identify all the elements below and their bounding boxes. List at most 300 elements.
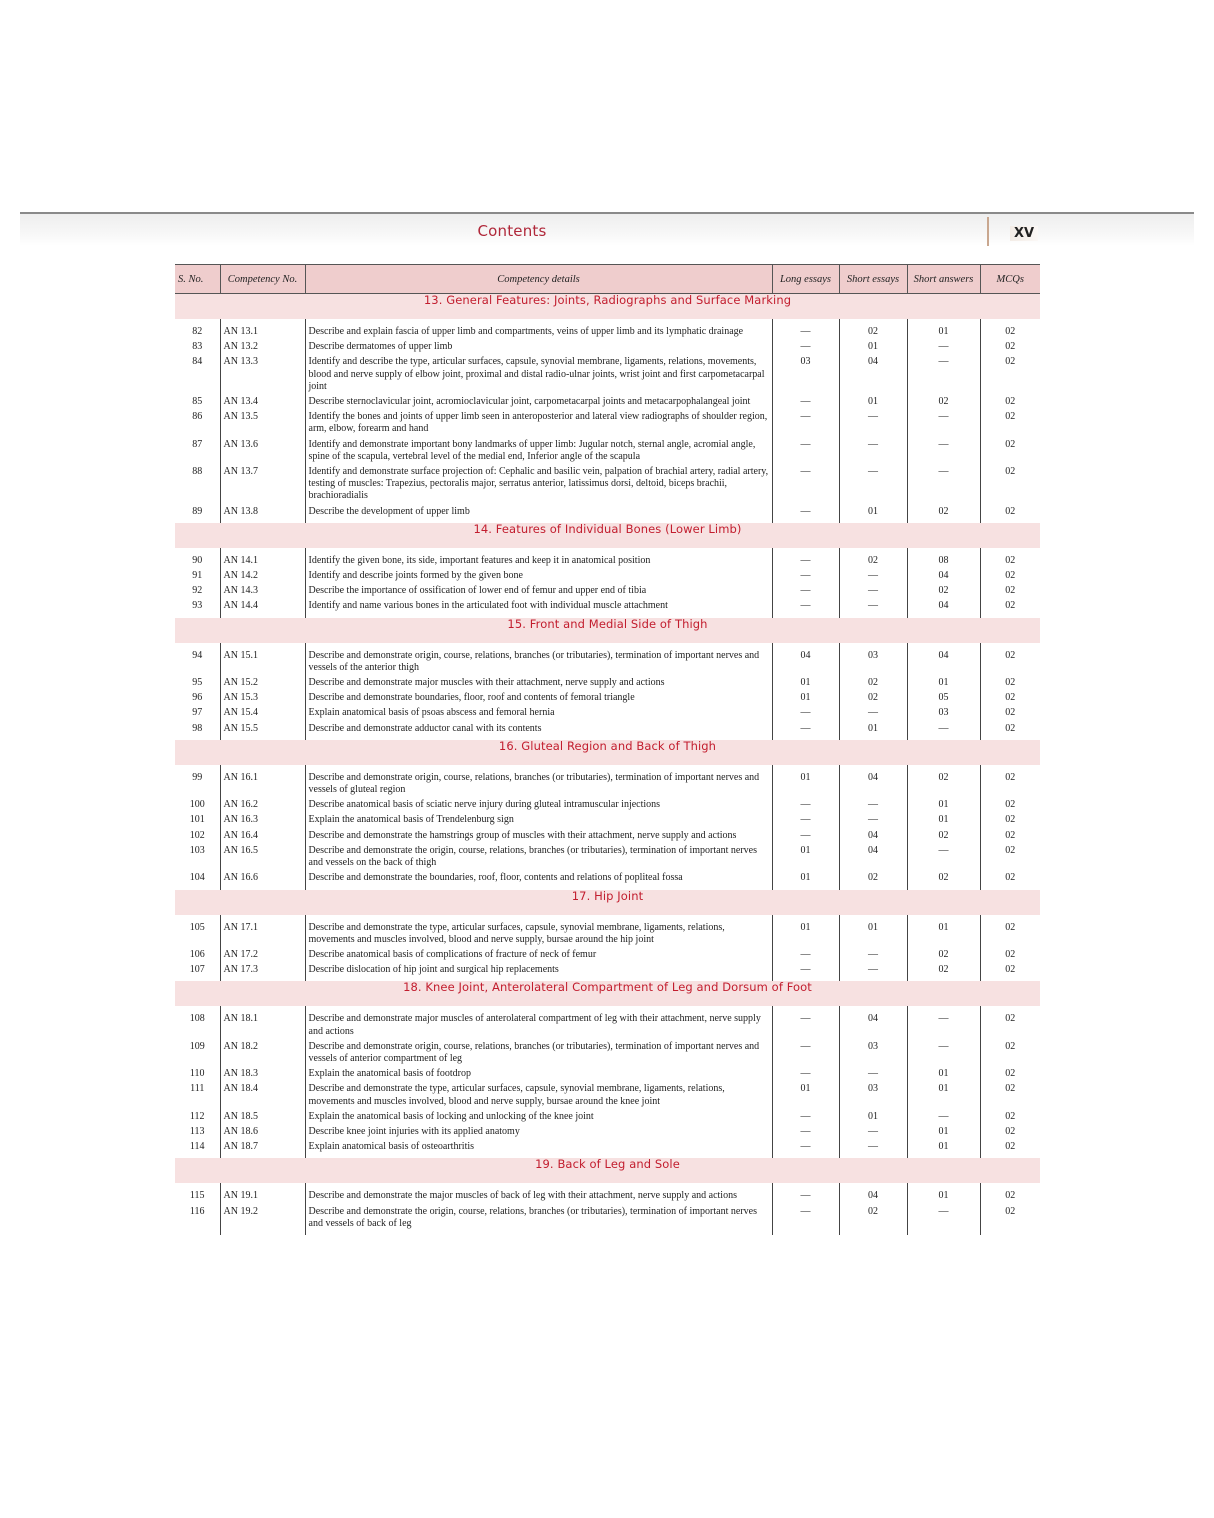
row-short-answers: 02 — [907, 584, 980, 599]
row-short-answers: — — [907, 355, 980, 395]
table-row — [175, 1082, 1040, 1109]
col-short-essays: Short essays — [839, 265, 907, 294]
row-short-answers: — — [907, 722, 980, 737]
row-short-essays: 03 — [839, 649, 907, 676]
row-short-essays: 04 — [839, 1012, 907, 1039]
row-sno: 113 — [189, 1125, 205, 1137]
row-mcqs: 02 — [980, 1110, 1040, 1125]
row-long-essays: — — [772, 410, 839, 437]
row-sno: 107 — [189, 964, 205, 976]
table-row — [175, 569, 1040, 584]
row-short-answers: 02 — [907, 395, 980, 410]
row-details: Describe and explain fascia of upper limb and compartments, veins of upper limb and its lymphatic drainage — [305, 325, 772, 340]
row-long-essays: 01 — [772, 921, 839, 948]
spacer-cell — [980, 1232, 1040, 1235]
row-long-essays: — — [772, 1012, 839, 1039]
row-short-answers: 04 — [907, 599, 980, 614]
section-title: 16. Gluteal Region and Back of Thigh — [175, 740, 1040, 765]
row-short-essays: 01 — [839, 395, 907, 410]
running-head — [20, 212, 1194, 246]
spacer-cell — [907, 1232, 980, 1235]
table-row — [175, 706, 1040, 721]
section-header-row — [175, 740, 1040, 765]
row-competency-no: AN 18.7 — [220, 1140, 305, 1155]
table-row — [175, 1189, 1040, 1204]
row-sno: 104 — [189, 872, 205, 884]
table-row — [175, 505, 1040, 520]
row-short-answers: — — [907, 438, 980, 465]
row-long-essays: 03 — [772, 355, 839, 395]
row-short-essays: — — [839, 465, 907, 505]
row-competency-no: AN 13.8 — [220, 505, 305, 520]
section-title: 17. Hip Joint — [175, 890, 1040, 915]
row-competency-no: AN 18.3 — [220, 1067, 305, 1082]
col-mcqs: MCQs — [980, 265, 1040, 294]
section-title: 14. Features of Individual Bones (Lower Limb) — [175, 523, 1040, 548]
table-row — [175, 921, 1040, 948]
row-short-answers: 05 — [907, 691, 980, 706]
row-details: Describe dermatomes of upper limb — [305, 340, 772, 355]
row-sno: 82 — [192, 326, 203, 337]
row-competency-no: AN 16.5 — [220, 844, 305, 871]
running-head-title: Contents — [477, 222, 547, 240]
row-long-essays: 04 — [772, 649, 839, 676]
row-sno: 115 — [189, 1190, 205, 1202]
table-row — [175, 676, 1040, 691]
row-details: Identify the given bone, its side, important features and keep it in anatomical position — [305, 554, 772, 569]
row-competency-no: AN 13.4 — [220, 395, 305, 410]
table-header — [175, 265, 1040, 294]
row-long-essays: — — [772, 948, 839, 963]
row-long-essays: — — [772, 1189, 839, 1204]
section-title: 19. Back of Leg and Sole — [175, 1158, 1040, 1183]
row-short-essays: 01 — [839, 340, 907, 355]
row-short-essays: — — [839, 569, 907, 584]
row-mcqs: 02 — [980, 505, 1040, 520]
row-short-answers: — — [907, 844, 980, 871]
row-short-essays: 02 — [839, 554, 907, 569]
row-competency-no: AN 13.7 — [220, 465, 305, 505]
row-mcqs: 02 — [980, 569, 1040, 584]
row-sno: 91 — [192, 570, 203, 582]
row-competency-no: AN 13.6 — [220, 438, 305, 465]
row-competency-no: AN 13.5 — [220, 410, 305, 437]
row-short-essays: 02 — [839, 1205, 907, 1232]
row-sno: 96 — [192, 692, 203, 704]
row-details: Identify and name various bones in the articulated foot with individual muscle attachment — [305, 599, 772, 614]
row-short-answers: 01 — [907, 813, 980, 828]
table-row — [175, 599, 1040, 614]
row-mcqs: 02 — [980, 706, 1040, 721]
row-short-answers: 03 — [907, 706, 980, 721]
table-row — [175, 722, 1040, 737]
section-header-row — [175, 523, 1040, 548]
row-short-answers: — — [907, 1205, 980, 1232]
row-sno: 99 — [192, 771, 203, 783]
table-row — [175, 584, 1040, 599]
row-details: Identify and demonstrate surface projection of: Cephalic and basilic vein, palpation of brachial artery, radial artery, testing of muscles: Trapezius, pectoralis major, serratus anterior, latissimus dorsi, deltoid, biceps brachii, brachioradialis — [305, 465, 772, 505]
row-mcqs: 02 — [980, 649, 1040, 676]
row-sno: 100 — [189, 799, 205, 811]
row-short-answers: — — [907, 410, 980, 437]
row-sno: 102 — [189, 829, 205, 841]
row-long-essays: — — [772, 1205, 839, 1232]
row-details: Explain the anatomical basis of locking and unlocking of the knee joint — [305, 1110, 772, 1125]
row-sno: 94 — [192, 649, 203, 661]
row-sno: 116 — [189, 1205, 205, 1217]
row-sno: 85 — [192, 396, 203, 408]
row-mcqs: 02 — [980, 1040, 1040, 1067]
row-details: Explain the anatomical basis of Trendelenburg sign — [305, 813, 772, 828]
row-mcqs: 02 — [980, 1125, 1040, 1140]
spacer-cell — [220, 1232, 305, 1235]
row-details: Describe and demonstrate origin, course, relations, branches (or tributaries), termination of important nerves and vessels of gluteal region — [305, 771, 772, 798]
row-mcqs: 02 — [980, 1189, 1040, 1204]
row-long-essays: 01 — [772, 844, 839, 871]
section-header-row — [175, 890, 1040, 915]
row-short-answers: 01 — [907, 921, 980, 948]
row-short-essays: — — [839, 584, 907, 599]
row-short-answers: — — [907, 465, 980, 505]
row-short-essays: 02 — [839, 871, 907, 886]
row-short-essays: 04 — [839, 829, 907, 844]
row-details: Explain the anatomical basis of footdrop — [305, 1067, 772, 1082]
table-row — [175, 1205, 1040, 1232]
col-competency-no: Competency No. — [220, 265, 305, 294]
section-spacer — [175, 1232, 1040, 1235]
row-short-essays: — — [839, 1125, 907, 1140]
section-header-row — [175, 981, 1040, 1006]
row-competency-no: AN 13.2 — [220, 340, 305, 355]
row-short-answers: 02 — [907, 871, 980, 886]
row-details: Describe dislocation of hip joint and surgical hip replacements — [305, 963, 772, 978]
running-head-divider — [987, 217, 989, 246]
row-mcqs: 02 — [980, 1067, 1040, 1082]
row-mcqs: 02 — [980, 465, 1040, 505]
row-short-essays: 01 — [839, 505, 907, 520]
row-details: Describe and demonstrate the major muscles of back of leg with their attachment, nerve supply and actions — [305, 1189, 772, 1204]
section-title: 18. Knee Joint, Anterolateral Compartment of Leg and Dorsum of Foot — [175, 981, 1040, 1006]
row-long-essays: — — [772, 706, 839, 721]
row-short-essays: 04 — [839, 771, 907, 798]
table-row — [175, 395, 1040, 410]
row-short-answers: 01 — [907, 325, 980, 340]
row-long-essays: — — [772, 1110, 839, 1125]
row-mcqs: 02 — [980, 355, 1040, 395]
row-competency-no: AN 14.4 — [220, 599, 305, 614]
row-sno: 90 — [192, 554, 203, 566]
table-row — [175, 465, 1040, 505]
table-row — [175, 1067, 1040, 1082]
row-long-essays: 01 — [772, 691, 839, 706]
row-competency-no: AN 14.3 — [220, 584, 305, 599]
row-details: Describe knee joint injuries with its applied anatomy — [305, 1125, 772, 1140]
row-long-essays: — — [772, 1140, 839, 1155]
row-details: Explain anatomical basis of osteoarthritis — [305, 1140, 772, 1155]
table-row — [175, 813, 1040, 828]
row-long-essays: — — [772, 505, 839, 520]
row-competency-no: AN 14.2 — [220, 569, 305, 584]
row-mcqs: 02 — [980, 340, 1040, 355]
row-competency-no: AN 16.6 — [220, 871, 305, 886]
row-long-essays: — — [772, 584, 839, 599]
row-mcqs: 02 — [980, 599, 1040, 614]
spacer-cell — [772, 1232, 839, 1235]
row-long-essays: 01 — [772, 871, 839, 886]
table-row — [175, 438, 1040, 465]
col-sno: S. No. — [178, 273, 204, 285]
row-short-essays: — — [839, 963, 907, 978]
row-competency-no: AN 15.1 — [220, 649, 305, 676]
row-details: Describe the development of upper limb — [305, 505, 772, 520]
row-sno: 105 — [189, 921, 205, 933]
table-row — [175, 1012, 1040, 1039]
table-row — [175, 649, 1040, 676]
row-short-answers: 04 — [907, 649, 980, 676]
row-details: Identify the bones and joints of upper limb seen in anteroposterior and lateral view radiographs of shoulder region, arm, elbow, forearm and hand — [305, 410, 772, 437]
row-competency-no: AN 18.6 — [220, 1125, 305, 1140]
section-header-row — [175, 294, 1040, 320]
row-sno: 111 — [190, 1083, 205, 1095]
row-sno: 101 — [189, 814, 205, 826]
section-header-row — [175, 618, 1040, 643]
table-body — [175, 294, 1040, 1235]
row-short-essays: 03 — [839, 1082, 907, 1109]
row-details: Describe and demonstrate origin, course, relations, branches (or tributaries), termination of important nerves and vessels of the anterior thigh — [305, 649, 772, 676]
row-competency-no: AN 14.1 — [220, 554, 305, 569]
row-competency-no: AN 13.1 — [220, 325, 305, 340]
row-short-essays: 04 — [839, 1189, 907, 1204]
row-sno: 98 — [192, 722, 203, 734]
row-short-essays: — — [839, 599, 907, 614]
row-details: Describe and demonstrate major muscles with their attachment, nerve supply and actions — [305, 676, 772, 691]
row-competency-no: AN 16.4 — [220, 829, 305, 844]
row-mcqs: 02 — [980, 963, 1040, 978]
row-sno: 106 — [189, 948, 205, 960]
row-competency-no: AN 19.2 — [220, 1205, 305, 1232]
row-sno: 89 — [192, 505, 203, 517]
table-row — [175, 554, 1040, 569]
row-sno: 97 — [192, 707, 203, 719]
row-mcqs: 02 — [980, 921, 1040, 948]
table-row — [175, 963, 1040, 978]
col-competency-details: Competency details — [305, 265, 772, 294]
row-long-essays: — — [772, 395, 839, 410]
row-short-answers: — — [907, 1012, 980, 1039]
row-short-answers: 02 — [907, 771, 980, 798]
row-sno: 109 — [189, 1040, 205, 1052]
row-mcqs: 02 — [980, 410, 1040, 437]
table-row — [175, 1110, 1040, 1125]
row-mcqs: 02 — [980, 798, 1040, 813]
row-short-essays: — — [839, 798, 907, 813]
row-mcqs: 02 — [980, 1012, 1040, 1039]
row-details: Describe and demonstrate the boundaries, roof, floor, contents and relations of popliteal fossa — [305, 871, 772, 886]
row-mcqs: 02 — [980, 1082, 1040, 1109]
row-competency-no: AN 18.5 — [220, 1110, 305, 1125]
row-long-essays: — — [772, 438, 839, 465]
table-row — [175, 871, 1040, 886]
row-long-essays: — — [772, 963, 839, 978]
row-short-answers: 01 — [907, 676, 980, 691]
row-competency-no: AN 16.3 — [220, 813, 305, 828]
section-title: 13. General Features: Joints, Radiographs and Surface Marking — [175, 294, 1040, 320]
row-long-essays: 01 — [772, 1082, 839, 1109]
row-short-answers: — — [907, 1110, 980, 1125]
row-competency-no: AN 16.1 — [220, 771, 305, 798]
row-long-essays: 01 — [772, 771, 839, 798]
row-short-essays: — — [839, 813, 907, 828]
row-sno: 110 — [189, 1068, 205, 1080]
row-long-essays: — — [772, 1040, 839, 1067]
row-short-essays: — — [839, 706, 907, 721]
row-details: Identify and describe the type, articular surfaces, capsule, synovial membrane, ligaments, relations, movements, blood and nerve supply of elbow joint, proximal and distal radio-ulnar joints, wrist joint and first carpometacarpal joint — [305, 355, 772, 395]
table-row — [175, 798, 1040, 813]
page-number: XV — [1010, 226, 1038, 241]
row-sno: 114 — [189, 1141, 205, 1153]
row-mcqs: 02 — [980, 871, 1040, 886]
row-mcqs: 02 — [980, 395, 1040, 410]
row-short-answers: 01 — [907, 1125, 980, 1140]
table-row — [175, 355, 1040, 395]
row-short-essays: 01 — [839, 722, 907, 737]
row-sno: 92 — [192, 585, 203, 597]
spacer-cell — [839, 1232, 907, 1235]
row-short-answers: 08 — [907, 554, 980, 569]
row-competency-no: AN 13.3 — [220, 355, 305, 395]
row-short-answers: 01 — [907, 798, 980, 813]
row-details: Describe the importance of ossification of lower end of femur and upper end of tibia — [305, 584, 772, 599]
row-short-essays: 04 — [839, 844, 907, 871]
row-long-essays: — — [772, 1067, 839, 1082]
row-long-essays: — — [772, 340, 839, 355]
row-mcqs: 02 — [980, 813, 1040, 828]
row-details: Describe sternoclavicular joint, acromioclavicular joint, carpometacarpal joints and metacarpophalangeal joint — [305, 395, 772, 410]
row-mcqs: 02 — [980, 691, 1040, 706]
row-short-essays: 03 — [839, 1040, 907, 1067]
row-short-essays: — — [839, 948, 907, 963]
row-competency-no: AN 17.3 — [220, 963, 305, 978]
row-competency-no: AN 16.2 — [220, 798, 305, 813]
row-short-answers: 01 — [907, 1140, 980, 1155]
row-sno: 87 — [192, 438, 203, 450]
row-sno: 83 — [192, 341, 203, 353]
row-sno: 112 — [189, 1110, 205, 1122]
section-title: 15. Front and Medial Side of Thigh — [175, 618, 1040, 643]
row-details: Describe and demonstrate major muscles of anterolateral compartment of leg with their attachment, nerve supply and actions — [305, 1012, 772, 1039]
spacer-cell — [305, 1232, 772, 1235]
row-mcqs: 02 — [980, 844, 1040, 871]
row-competency-no: AN 19.1 — [220, 1189, 305, 1204]
row-long-essays: — — [772, 829, 839, 844]
row-long-essays: — — [772, 599, 839, 614]
row-short-answers: 04 — [907, 569, 980, 584]
row-competency-no: AN 17.1 — [220, 921, 305, 948]
row-competency-no: AN 15.3 — [220, 691, 305, 706]
row-competency-no: AN 15.5 — [220, 722, 305, 737]
row-details: Describe and demonstrate the hamstrings group of muscles with their attachment, nerve supply and actions — [305, 829, 772, 844]
section-header-row — [175, 1158, 1040, 1183]
row-short-essays: 02 — [839, 325, 907, 340]
row-short-essays: 01 — [839, 921, 907, 948]
row-long-essays: — — [772, 813, 839, 828]
row-short-essays: 02 — [839, 676, 907, 691]
table-row — [175, 691, 1040, 706]
row-long-essays: — — [772, 465, 839, 505]
table-row — [175, 1040, 1040, 1067]
row-mcqs: 02 — [980, 722, 1040, 737]
row-short-essays: — — [839, 438, 907, 465]
row-competency-no: AN 17.2 — [220, 948, 305, 963]
row-mcqs: 02 — [980, 771, 1040, 798]
row-details: Describe and demonstrate adductor canal with its contents — [305, 722, 772, 737]
row-competency-no: AN 15.2 — [220, 676, 305, 691]
row-short-answers: 01 — [907, 1067, 980, 1082]
row-details: Describe anatomical basis of complications of fracture of neck of femur — [305, 948, 772, 963]
table-row — [175, 340, 1040, 355]
row-long-essays: — — [772, 554, 839, 569]
row-mcqs: 02 — [980, 325, 1040, 340]
row-short-essays: — — [839, 1067, 907, 1082]
row-long-essays: — — [772, 569, 839, 584]
row-sno: 95 — [192, 677, 203, 689]
row-details: Identify and demonstrate important bony landmarks of upper limb: Jugular notch, sternal angle, acromial angle, spine of the scapula, vertebral level of the medial end, Inferior angle of the scapula — [305, 438, 772, 465]
row-short-answers: 02 — [907, 505, 980, 520]
row-short-answers: 01 — [907, 1082, 980, 1109]
row-long-essays: — — [772, 798, 839, 813]
table-row — [175, 948, 1040, 963]
row-details: Explain anatomical basis of psoas abscess and femoral hernia — [305, 706, 772, 721]
row-details: Describe and demonstrate the origin, course, relations, branches (or tributaries), termination of important nerves and vessels on the back of thigh — [305, 844, 772, 871]
row-details: Identify and describe joints formed by the given bone — [305, 569, 772, 584]
row-long-essays: — — [772, 1125, 839, 1140]
row-short-answers: — — [907, 1040, 980, 1067]
table-row — [175, 410, 1040, 437]
row-mcqs: 02 — [980, 438, 1040, 465]
row-short-essays: — — [839, 410, 907, 437]
row-details: Describe and demonstrate the origin, course, relations, branches (or tributaries), termination of important nerves and vessels of back of leg — [305, 1205, 772, 1232]
col-short-answers: Short answers — [907, 265, 980, 294]
row-mcqs: 02 — [980, 1205, 1040, 1232]
table-row — [175, 1140, 1040, 1155]
row-sno: 84 — [192, 356, 203, 368]
table-row — [175, 844, 1040, 871]
row-details: Describe and demonstrate origin, course, relations, branches (or tributaries), termination of important nerves and vessels of anterior compartment of leg — [305, 1040, 772, 1067]
row-mcqs: 02 — [980, 584, 1040, 599]
row-details: Describe and demonstrate boundaries, floor, roof and contents of femoral triangle — [305, 691, 772, 706]
row-details: Describe anatomical basis of sciatic nerve injury during gluteal intramuscular injections — [305, 798, 772, 813]
spacer-cell — [175, 1232, 220, 1235]
row-long-essays: — — [772, 325, 839, 340]
col-long-essays: Long essays — [772, 265, 839, 294]
row-sno: 86 — [192, 411, 203, 423]
row-sno: 103 — [189, 844, 205, 856]
table-row — [175, 325, 1040, 340]
row-mcqs: 02 — [980, 554, 1040, 569]
row-short-essays: — — [839, 1140, 907, 1155]
row-long-essays: 01 — [772, 676, 839, 691]
row-mcqs: 02 — [980, 1140, 1040, 1155]
row-short-essays: 02 — [839, 691, 907, 706]
row-details: Describe and demonstrate the type, articular surfaces, capsule, synovial membrane, ligaments, relations, movements and muscles involved, blood and nerve supply, bursae around the knee joint — [305, 1082, 772, 1109]
row-sno: 93 — [192, 600, 203, 612]
row-mcqs: 02 — [980, 676, 1040, 691]
table-row — [175, 771, 1040, 798]
row-mcqs: 02 — [980, 829, 1040, 844]
row-competency-no: AN 18.1 — [220, 1012, 305, 1039]
table-row — [175, 1125, 1040, 1140]
row-short-essays: 01 — [839, 1110, 907, 1125]
